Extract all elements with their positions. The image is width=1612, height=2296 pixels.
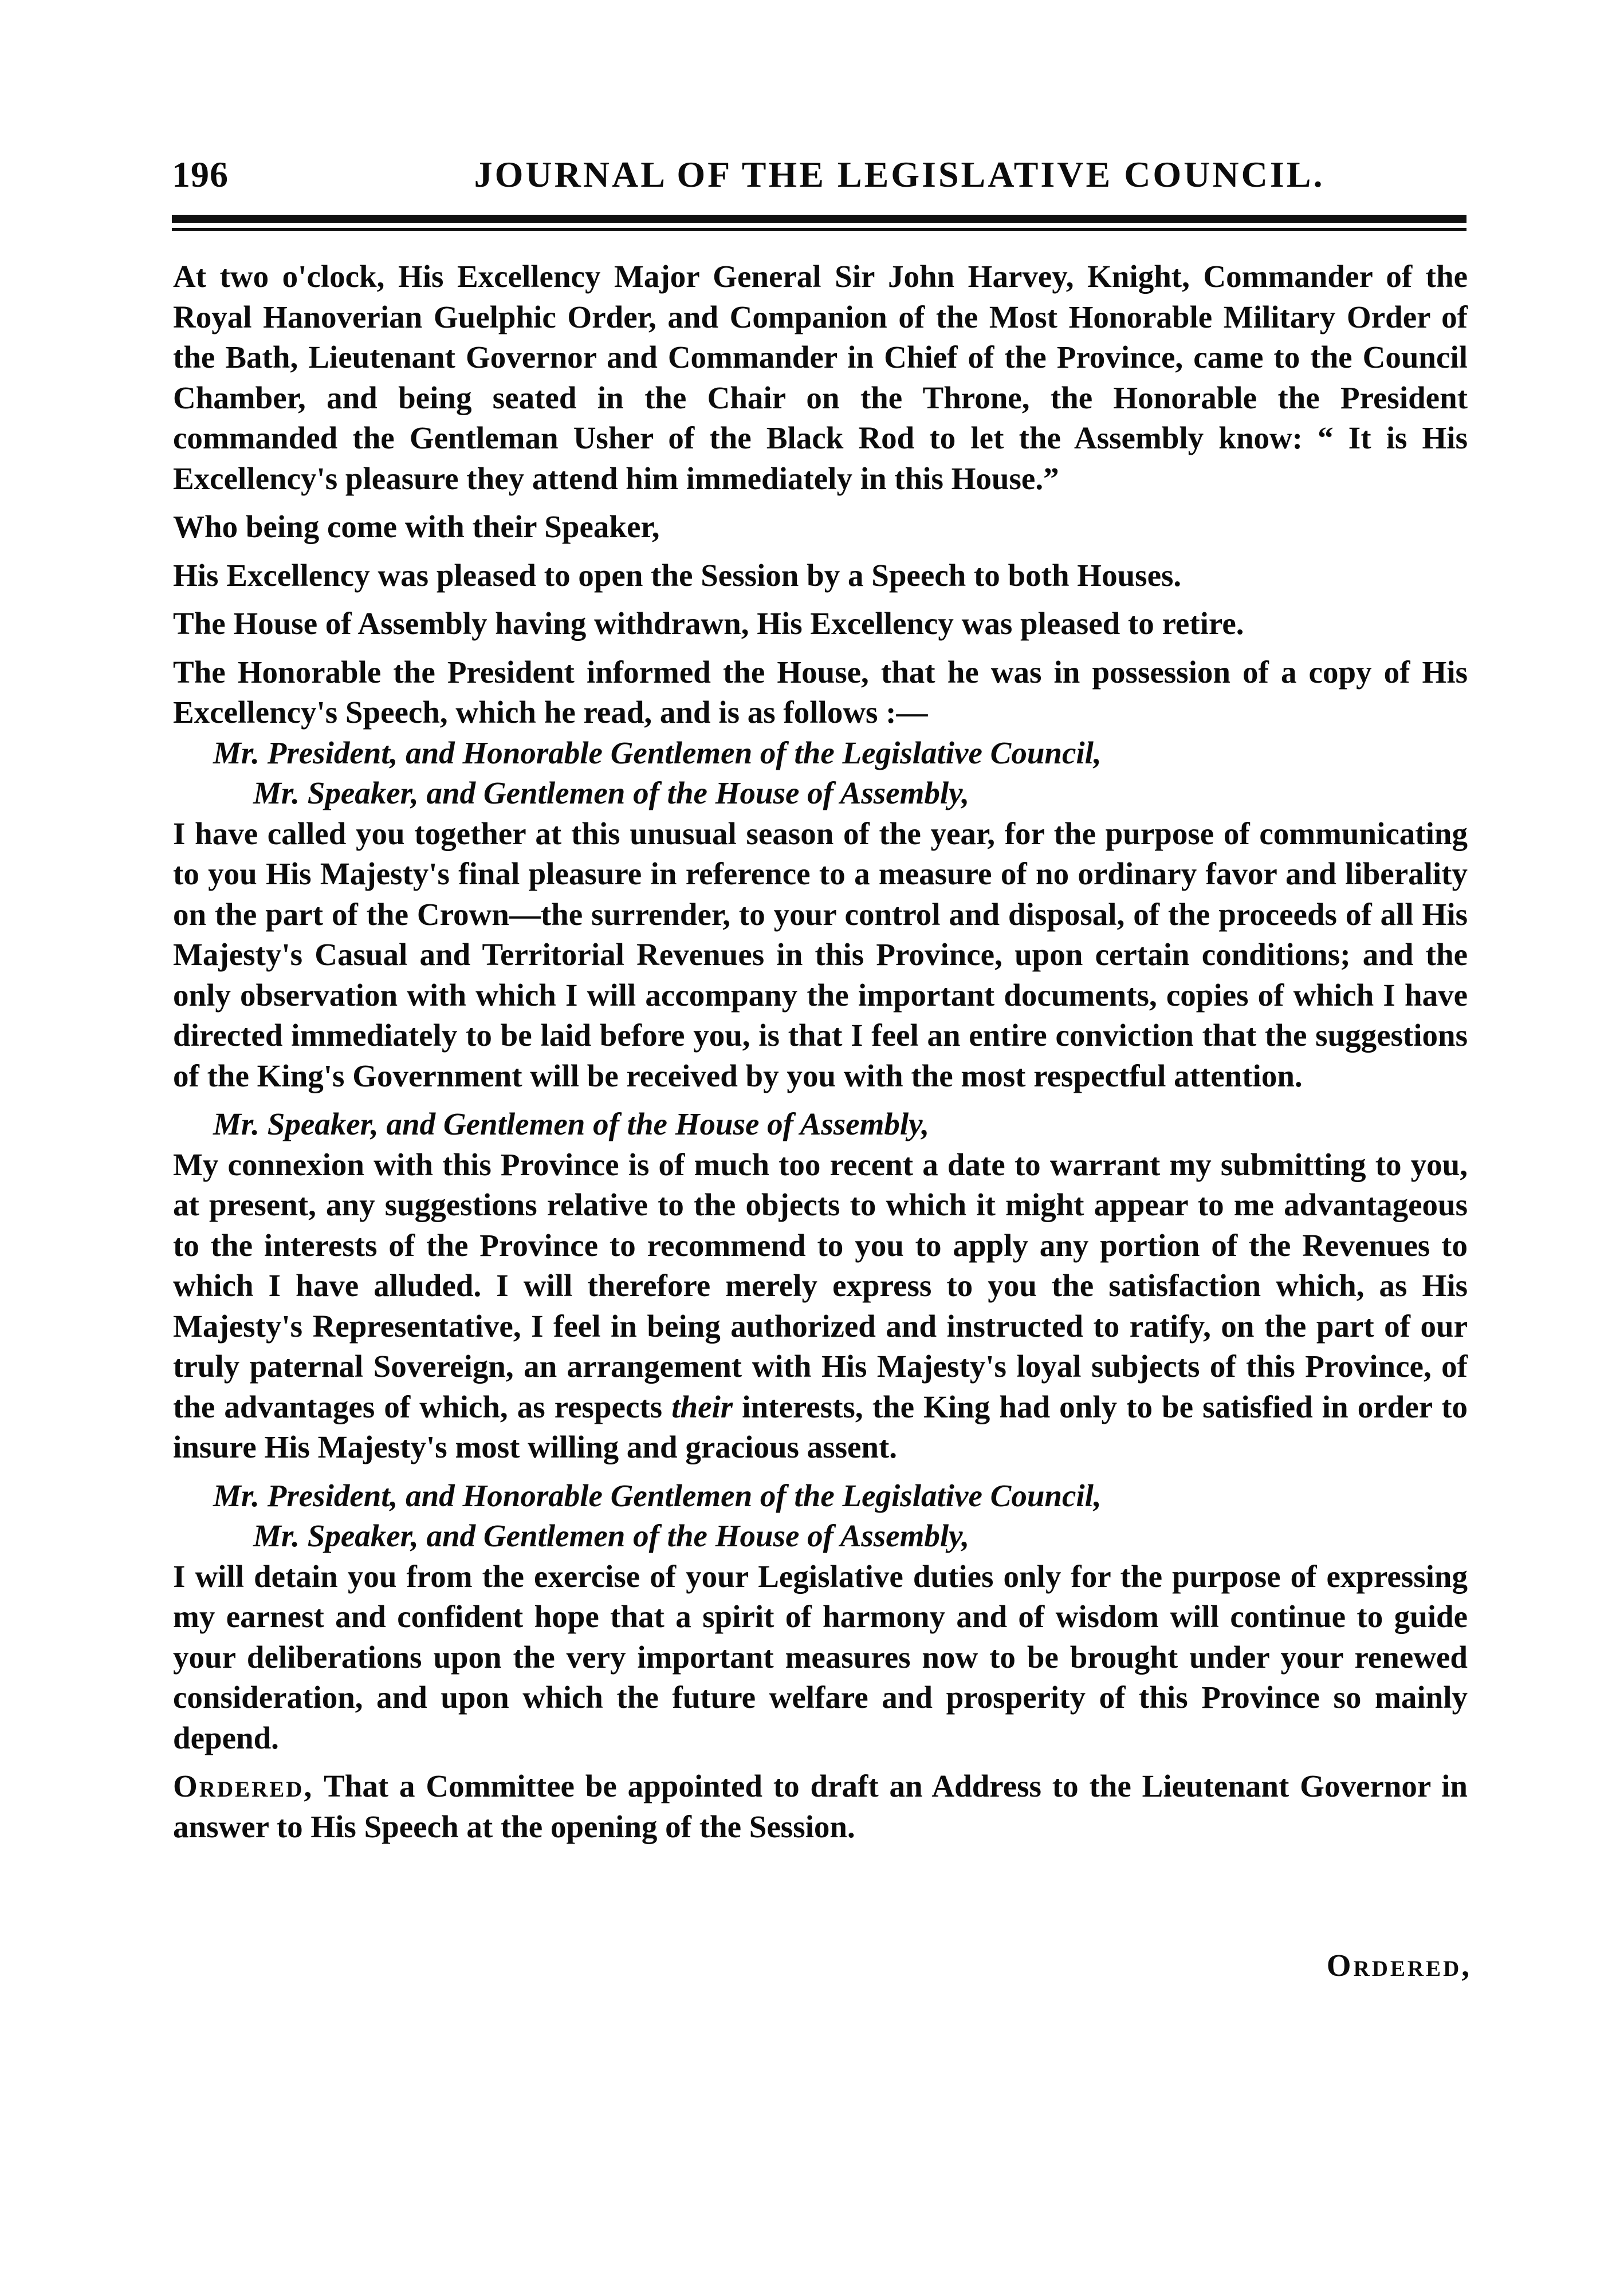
speech-connexion-part1: My connexion with this Province is of much too recent a date to warrant my submitting to you, at present, any suggestions relative to the objects to which it might appear to me advantageous to the interests of the Province to recommend to you to apply any portion of the Revenues to which I have alluded. I will therefore merely express to you the satisfaction which, as His Majesty's Representative, I feel in being authorized and instructed to ratify, on the part of our truly paternal Sovereign, an arrangement with His Majesty's loyal subjects of this Province, of the advantages of which, as respects xyxy=(173,1147,1468,1424)
paragraph-session-opened: His Excellency was pleased to open the Session by a Speech to both Houses. xyxy=(173,557,1182,593)
salutation-assembly: Mr. Speaker, and Gentlemen of the House of Assembly, xyxy=(253,775,970,810)
header-rule-thick xyxy=(172,215,1466,223)
paragraph-speech-copy: The Honorable the President informed the House, that he was in possession of a copy of His Excellency's Speech, which he read, and is as follows :— xyxy=(173,654,1468,730)
page-header xyxy=(172,153,1466,216)
ordered-text: That a Committee be appointed to draft an Address to the Lieutenant Governor in answer to His Speech at the opening of the Session. xyxy=(173,1769,1468,1844)
paragraph-speech-revenues: I have called you together at this unusual season of the year, for the purpose of communicating to you His Majesty's final pleasure in reference to a measure of no ordinary favor and liberality on the part of the Crown—the surrender, to your control and disposal, of the proceeds of all His Majesty's Casual and Territorial Revenues in this Province, upon certain conditions; and the only observation with which I will accompany the important documents, copies of which I have directed immediately to be laid before you, is that I feel an entire conviction that the suggestions of the King's Government will be received by you with the most respectful attention. xyxy=(173,816,1468,1093)
paragraph-ordered xyxy=(173,1766,1468,1847)
paragraph-opening: At two o'clock, His Excellency Major General Sir John Harvey, Knight, Commander of the Royal Hanoverian Guelphic Order, and Companion of the Most Honorable Military Order of the Bath, Lieutenant Governor and Commander in Chief of the Province, came to the Council Chamber, and being seated in the Chair on the Throne, the Honorable the President commanded the Gentleman Usher of the Black Rod to let the Assembly know: “ It is His Excellency's pleasure they attend him immediately in this House.” xyxy=(173,259,1468,496)
speech-connexion-part2: interests, the King had only to be satisfied in order to insure His Majesty's most willing and gracious assent. xyxy=(173,1389,1468,1464)
catchword: Ordered, xyxy=(1326,1948,1472,1983)
paragraph-speech-connexion xyxy=(173,1145,1468,1468)
paragraph-speaker-arrival: Who being come with their Speaker, xyxy=(173,509,660,544)
salutation-assembly-2: Mr. Speaker, and Gentlemen of the House of Assembly, xyxy=(253,1518,970,1553)
header-rule-thin xyxy=(172,228,1466,231)
salutation-council: Mr. President, and Honorable Gentlemen of the Legislative Council, xyxy=(213,735,1102,770)
paragraph-speech-closing: I will detain you from the exercise of your Legislative duties only for the purpose of expressing my earnest and confident hope that a spirit of harmony and of wisdom will continue to guide your deliberations upon the very important measures now to be brought under your renewed consideration, and upon which the future welfare and prosperity of this Province so mainly depend. xyxy=(173,1558,1468,1755)
paragraph-assembly-withdrawn: The House of Assembly having withdrawn, His Excellency was pleased to retire. xyxy=(173,606,1244,641)
salutation-council-2: Mr. President, and Honorable Gentlemen of the Legislative Council, xyxy=(213,1478,1102,1513)
journal-body xyxy=(173,257,1468,1847)
italic-their: their xyxy=(671,1389,733,1424)
ordered-lead: Ordered, xyxy=(173,1769,314,1803)
running-title: JOURNAL OF THE LEGISLATIVE COUNCIL. xyxy=(474,154,1325,195)
salutation-assembly-only: Mr. Speaker, and Gentlemen of the House of Assembly, xyxy=(213,1106,930,1141)
page-number: 196 xyxy=(172,154,229,195)
